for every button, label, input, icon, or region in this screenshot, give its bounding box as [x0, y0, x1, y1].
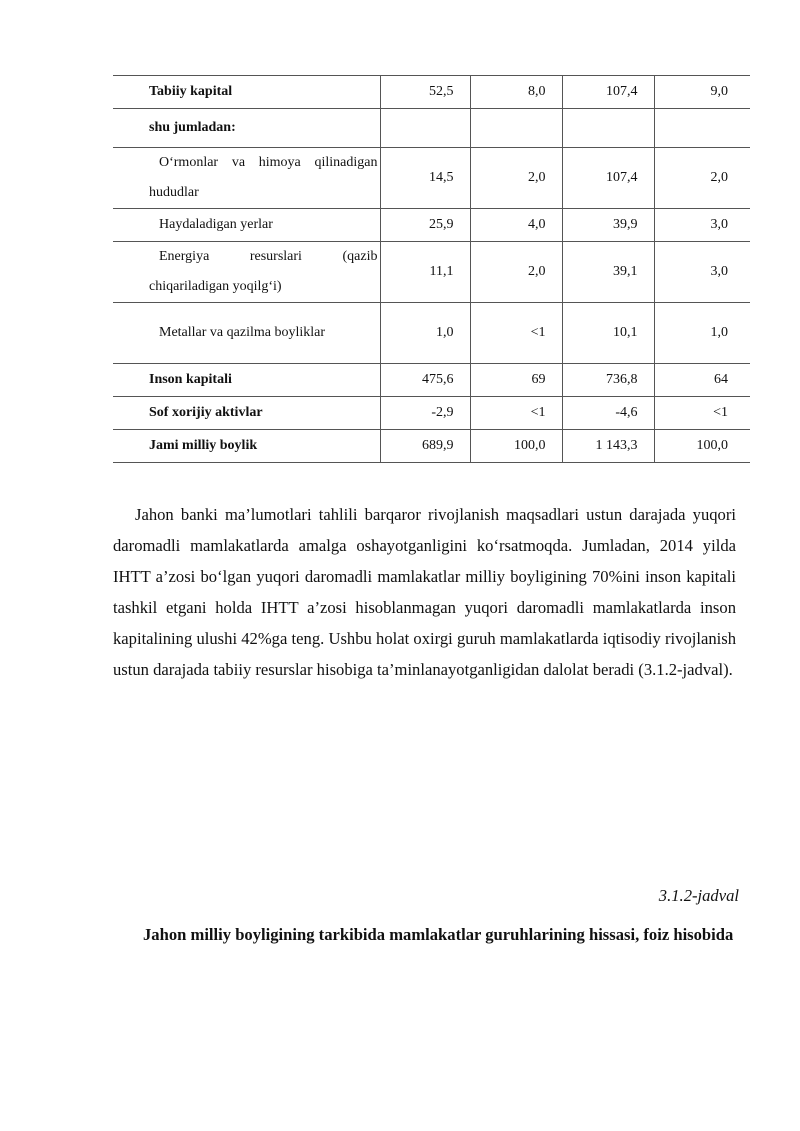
cell-value: 14,5	[380, 148, 470, 209]
cell-value	[562, 109, 654, 148]
row-name: Tabiiy kapital	[113, 76, 380, 109]
cell-value: 100,0	[470, 430, 562, 463]
national-wealth-table	[113, 75, 750, 463]
cell-value: -2,9	[380, 397, 470, 430]
cell-value: 39,9	[562, 209, 654, 242]
cell-value: 39,1	[562, 242, 654, 303]
cell-value: 1,0	[380, 303, 470, 364]
row-name	[113, 242, 380, 303]
table-row	[113, 76, 750, 109]
cell-value: 52,5	[380, 76, 470, 109]
table-row	[113, 148, 750, 209]
cell-value: 2,0	[654, 148, 750, 209]
cell-value: -4,6	[562, 397, 654, 430]
row-name	[113, 209, 380, 242]
cell-value: 3,0	[654, 209, 750, 242]
cell-value: 11,1	[380, 242, 470, 303]
cell-value: 25,9	[380, 209, 470, 242]
cell-value: 69	[470, 364, 562, 397]
cell-value: <1	[654, 397, 750, 430]
cell-value: 689,9	[380, 430, 470, 463]
table-row	[113, 364, 750, 397]
cell-value: 100,0	[654, 430, 750, 463]
cell-value: 107,4	[562, 76, 654, 109]
row-label: Haydaladigan yerlar	[159, 217, 273, 232]
cell-value: 107,4	[562, 148, 654, 209]
cell-value: <1	[470, 303, 562, 364]
cell-value	[470, 109, 562, 148]
row-label: Metallar va qazilma boyliklar	[159, 325, 325, 340]
cell-value: 10,1	[562, 303, 654, 364]
table-number-label: 3.1.2-jadval	[658, 886, 739, 905]
row-name: Jami milliy boylik	[113, 430, 380, 463]
cell-value: 8,0	[470, 76, 562, 109]
cell-value: 475,6	[380, 364, 470, 397]
table-title: Jahon milliy boyligining tarkibida mamlakatlar guruhlarining hissasi, foiz hisobida	[143, 925, 734, 944]
body-paragraph: Jahon banki ma’lumotlari tahlili barqaror rivojlanish maqsadlari ustun darajada yuqori daromadli mamlakatlarda amalga oshayotganligini ko‘rsatmoqda. Jumladan, 2014 yilda IHTT a’zosi bo‘lgan yuqori daromadli mamlakatlar milliy boyligining 70%ini inson kapitali tashkil etgani holda IHTT a’zosi hisoblanmagan yuqori daromadli mamlakatlarda inson kapitalining ulushi 42%ga teng. Ushbu holat oxirgi guruh mamlakatlarda iqtisodiy rivojlanish ustun darajada tabiiy resurslar hisobiga ta’minlanayotganligidan dalolat beradi (3.1.2-jadval).	[113, 505, 736, 679]
cell-value: 1 143,3	[562, 430, 654, 463]
row-name: Inson kapitali	[113, 364, 380, 397]
table-row	[113, 397, 750, 430]
table-row	[113, 430, 750, 463]
cell-value: 3,0	[654, 242, 750, 303]
cell-value: 736,8	[562, 364, 654, 397]
cell-value: 64	[654, 364, 750, 397]
table-row	[113, 209, 750, 242]
cell-value	[654, 109, 750, 148]
row-name	[113, 303, 380, 364]
cell-value: 9,0	[654, 76, 750, 109]
table-row	[113, 303, 750, 364]
cell-value: 1,0	[654, 303, 750, 364]
table-row	[113, 109, 750, 148]
row-name: Sof xorijiy aktivlar	[113, 397, 380, 430]
cell-value: 4,0	[470, 209, 562, 242]
row-label: O‘rmonlar va himoya qilinadigan hududlar	[149, 155, 378, 200]
row-name	[113, 148, 380, 209]
row-name: shu jumladan:	[113, 109, 380, 148]
cell-value	[380, 109, 470, 148]
row-label: Energiya resurslari (qazib chiqariladigan yoqilg‘i)	[149, 249, 378, 294]
cell-value: <1	[470, 397, 562, 430]
table-row	[113, 242, 750, 303]
cell-value: 2,0	[470, 242, 562, 303]
cell-value: 2,0	[470, 148, 562, 209]
